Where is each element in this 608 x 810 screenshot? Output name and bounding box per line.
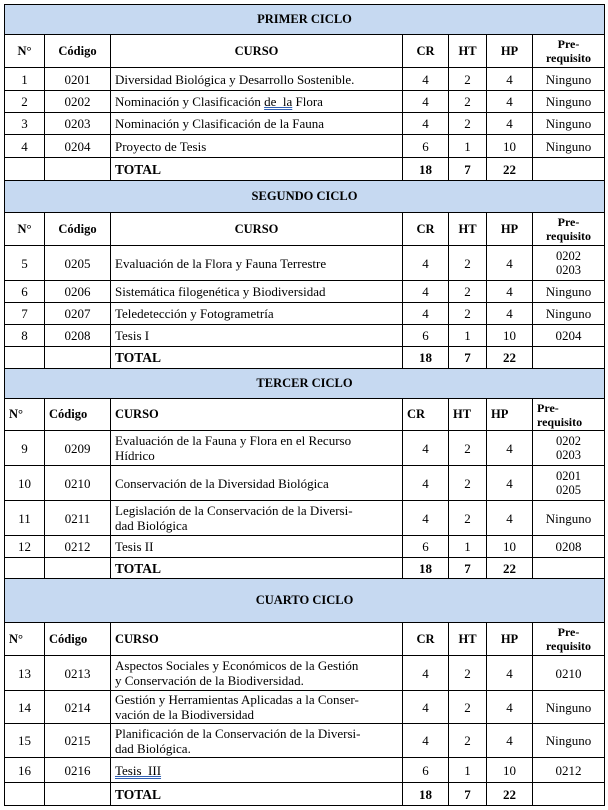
total-empty-cell <box>533 783 605 806</box>
prerequisite-code: 0208 <box>555 539 582 554</box>
course-theory-hours: 2 <box>449 68 487 91</box>
total-empty-cell <box>45 347 111 369</box>
course-credits: 4 <box>403 724 449 758</box>
course-name <box>111 246 403 281</box>
course-credits: 6 <box>403 325 449 347</box>
course-name-underlined: de la <box>264 94 293 109</box>
header-prerequisito <box>533 213 605 246</box>
course-prerequisite <box>533 246 605 281</box>
study-plan-table <box>4 4 605 806</box>
course-prerequisite <box>533 325 605 347</box>
prerequisite-code: 0203 <box>556 448 581 462</box>
course-name-line1: Evaluación de la Fauna y Flora en el Recurso <box>115 433 352 448</box>
header-hp: HP <box>487 623 533 656</box>
ciclo-title-row <box>5 369 605 399</box>
course-theory-hours: 1 <box>449 325 487 347</box>
course-name <box>111 691 403 724</box>
header-ht: HT <box>449 623 487 656</box>
course-code: 0204 <box>45 135 111 158</box>
header-numero: N° <box>5 623 45 656</box>
ciclo-title-row <box>5 579 605 623</box>
header-codigo: Código <box>45 623 111 656</box>
course-row <box>5 325 605 347</box>
course-practice-hours: 4 <box>487 91 533 113</box>
course-theory-hours: 2 <box>449 466 487 501</box>
course-name-text: Evaluación de la Flora y Fauna Terrestre <box>115 255 327 271</box>
course-code: 0216 <box>45 758 111 783</box>
prerequisite-code: 0201 <box>556 469 581 483</box>
total-empty-cell <box>533 347 605 369</box>
course-number: 12 <box>5 536 45 558</box>
course-number: 7 <box>5 303 45 325</box>
header-pre-line1: Pre- <box>557 625 580 639</box>
course-name-text: Tesis I <box>115 328 150 343</box>
course-practice-hours: 4 <box>487 68 533 91</box>
total-practice-hours: 22 <box>487 347 533 369</box>
course-prerequisite <box>533 68 605 91</box>
course-theory-hours: 2 <box>449 246 487 281</box>
course-credits: 6 <box>403 536 449 558</box>
course-theory-hours: 2 <box>449 656 487 691</box>
total-empty-cell <box>45 158 111 181</box>
ciclo-title: CUARTO CICLO <box>5 579 605 623</box>
total-credits: 18 <box>403 783 449 806</box>
course-theory-hours: 1 <box>449 536 487 558</box>
header-ht: HT <box>449 399 487 431</box>
course-row <box>5 113 605 135</box>
course-row <box>5 431 605 466</box>
prerequisite-code: Ninguno <box>545 284 592 299</box>
course-number: 6 <box>5 281 45 303</box>
header-pre-line1: Pre- <box>557 215 580 229</box>
total-label: TOTAL <box>111 347 403 369</box>
course-prerequisite <box>533 431 605 466</box>
total-empty-cell <box>45 558 111 579</box>
course-name <box>111 536 403 558</box>
header-cr: CR <box>403 213 449 246</box>
course-name-part: Nominación y Clasificación <box>115 94 265 109</box>
course-credits: 6 <box>403 135 449 158</box>
total-empty-cell <box>5 558 45 579</box>
prerequisite-code: 0203 <box>556 263 581 277</box>
course-practice-hours: 4 <box>487 303 533 325</box>
ciclo-title: SEGUNDO CICLO <box>5 181 605 213</box>
course-credits: 4 <box>403 466 449 501</box>
course-number: 2 <box>5 91 45 113</box>
course-name-line1: Legislación de la Conservación de la Diversi- <box>115 503 353 518</box>
course-theory-hours: 1 <box>449 135 487 158</box>
total-label: TOTAL <box>111 558 403 579</box>
course-credits: 4 <box>403 68 449 91</box>
course-theory-hours: 1 <box>449 758 487 783</box>
course-name-line1: Planificación de la Conservación de la Diversi- <box>115 725 361 741</box>
course-name <box>111 303 403 325</box>
course-code: 0215 <box>45 724 111 758</box>
course-practice-hours: 4 <box>487 656 533 691</box>
prerequisite-code: Ninguno <box>545 306 592 321</box>
course-practice-hours: 10 <box>487 135 533 158</box>
header-codigo: Código <box>45 399 111 431</box>
course-row <box>5 91 605 113</box>
course-theory-hours: 2 <box>449 281 487 303</box>
course-name-part: Flora <box>292 94 323 109</box>
course-practice-hours: 10 <box>487 536 533 558</box>
course-number: 13 <box>5 656 45 691</box>
course-prerequisite <box>533 536 605 558</box>
header-hp: HP <box>487 213 533 246</box>
course-name-line2: dad Biológica <box>115 518 188 533</box>
total-practice-hours: 22 <box>487 783 533 806</box>
prerequisite-code: Ninguno <box>545 116 592 131</box>
course-prerequisite <box>533 501 605 536</box>
course-number: 1 <box>5 68 45 91</box>
course-prerequisite <box>533 691 605 724</box>
total-empty-cell <box>533 558 605 579</box>
column-header-row <box>5 623 605 656</box>
header-curso: CURSO <box>111 35 403 68</box>
total-label: TOTAL <box>111 783 403 806</box>
course-credits: 4 <box>403 501 449 536</box>
total-row <box>5 158 605 181</box>
total-credits: 18 <box>403 558 449 579</box>
course-prerequisite <box>533 135 605 158</box>
course-name <box>111 91 403 113</box>
course-prerequisite <box>533 724 605 758</box>
course-number: 4 <box>5 135 45 158</box>
course-row <box>5 691 605 724</box>
course-name-text: Diversidad Biológica y Desarrollo Sostenible. <box>115 71 355 87</box>
course-credits: 4 <box>403 656 449 691</box>
course-credits: 4 <box>403 431 449 466</box>
ciclo-title: TERCER CICLO <box>5 369 605 399</box>
header-prerequisito <box>533 399 605 431</box>
course-name <box>111 135 403 158</box>
course-row <box>5 135 605 158</box>
course-prerequisite <box>533 113 605 135</box>
header-numero: N° <box>5 35 45 68</box>
course-credits: 4 <box>403 303 449 325</box>
course-credits: 4 <box>403 691 449 724</box>
course-practice-hours: 10 <box>487 758 533 783</box>
course-theory-hours: 2 <box>449 691 487 724</box>
header-cr: CR <box>403 399 449 431</box>
course-name <box>111 501 403 536</box>
prerequisite-code: 0205 <box>556 483 581 497</box>
header-ht: HT <box>449 213 487 246</box>
total-theory-hours: 7 <box>449 558 487 579</box>
prerequisite-code: Ninguno <box>545 71 592 87</box>
course-practice-hours: 10 <box>487 325 533 347</box>
total-empty-cell <box>533 158 605 181</box>
course-code: 0212 <box>45 536 111 558</box>
course-name-line1: Gestión y Herramientas Aplicadas a la Conser- <box>115 692 359 707</box>
prerequisite-code: 0210 <box>555 665 582 681</box>
course-name-text: Proyecto de Tesis <box>115 138 207 154</box>
course-code: 0206 <box>45 281 111 303</box>
course-prerequisite <box>533 466 605 501</box>
course-code: 0210 <box>45 466 111 501</box>
total-theory-hours: 7 <box>449 783 487 806</box>
total-empty-cell <box>45 783 111 806</box>
course-row <box>5 246 605 281</box>
header-cr: CR <box>403 35 449 68</box>
course-row <box>5 724 605 758</box>
course-number: 9 <box>5 431 45 466</box>
total-practice-hours: 22 <box>487 158 533 181</box>
course-row <box>5 466 605 501</box>
course-row <box>5 536 605 558</box>
course-row <box>5 281 605 303</box>
prerequisite-code: 0202 <box>556 249 581 263</box>
course-row <box>5 758 605 783</box>
column-header-row <box>5 213 605 246</box>
total-empty-cell <box>5 783 45 806</box>
ciclo-title-row <box>5 5 605 35</box>
header-hp: HP <box>487 399 533 431</box>
course-code: 0201 <box>45 68 111 91</box>
study-plan-document <box>4 4 604 806</box>
course-name-text: Conservación de la Diversidad Biológica <box>115 475 329 491</box>
total-row <box>5 347 605 369</box>
total-credits: 18 <box>403 347 449 369</box>
course-code: 0202 <box>45 91 111 113</box>
header-pre-line2: requisito <box>545 51 592 65</box>
header-numero: N° <box>5 213 45 246</box>
course-prerequisite <box>533 281 605 303</box>
course-name <box>111 113 403 135</box>
course-theory-hours: 2 <box>449 91 487 113</box>
header-curso: CURSO <box>111 623 403 656</box>
course-practice-hours: 4 <box>487 501 533 536</box>
course-number: 15 <box>5 724 45 758</box>
course-code: 0214 <box>45 691 111 724</box>
course-number: 3 <box>5 113 45 135</box>
course-name-text: Sistemática filogenética y Biodiversidad <box>115 284 326 299</box>
course-prerequisite <box>533 303 605 325</box>
course-credits: 4 <box>403 281 449 303</box>
ciclo-title: PRIMER CICLO <box>5 5 605 35</box>
course-practice-hours: 4 <box>487 466 533 501</box>
course-code: 0207 <box>45 303 111 325</box>
course-prerequisite <box>533 91 605 113</box>
total-row <box>5 783 605 806</box>
total-empty-cell <box>5 158 45 181</box>
course-name-text: Tesis II <box>115 539 154 554</box>
course-theory-hours: 2 <box>449 431 487 466</box>
prerequisite-code: 0212 <box>555 762 582 778</box>
course-name-line2: y Conservación de la Biodiversidad. <box>115 673 304 688</box>
course-practice-hours: 4 <box>487 113 533 135</box>
course-practice-hours: 4 <box>487 691 533 724</box>
course-name-line2: dad Biológica. <box>115 740 191 756</box>
course-code: 0209 <box>45 431 111 466</box>
header-prerequisito <box>533 623 605 656</box>
course-row <box>5 68 605 91</box>
course-code: 0203 <box>45 113 111 135</box>
header-pre-line2: requisito <box>537 414 583 429</box>
header-pre-line1: Pre- <box>537 400 559 415</box>
course-name-underlined: Tesis III <box>115 762 162 778</box>
course-practice-hours: 4 <box>487 431 533 466</box>
course-number: 8 <box>5 325 45 347</box>
course-name <box>111 325 403 347</box>
header-curso: CURSO <box>111 399 403 431</box>
course-number: 14 <box>5 691 45 724</box>
prerequisite-code: 0202 <box>556 434 581 448</box>
total-theory-hours: 7 <box>449 158 487 181</box>
header-hp: HP <box>487 35 533 68</box>
header-codigo: Código <box>45 213 111 246</box>
course-credits: 4 <box>403 91 449 113</box>
total-row <box>5 558 605 579</box>
header-curso: CURSO <box>111 213 403 246</box>
header-cr: CR <box>403 623 449 656</box>
course-row <box>5 501 605 536</box>
course-name <box>111 431 403 466</box>
course-name-line2: Hídrico <box>115 448 155 463</box>
prerequisite-code: 0204 <box>555 328 582 343</box>
header-pre-line2: requisito <box>545 229 592 243</box>
header-numero: N° <box>5 399 45 431</box>
course-practice-hours: 4 <box>487 246 533 281</box>
prerequisite-code: Ninguno <box>545 699 592 715</box>
total-empty-cell <box>5 347 45 369</box>
course-name-line1: Aspectos Sociales y Económicos de la Gestión <box>115 658 359 673</box>
course-name <box>111 466 403 501</box>
course-practice-hours: 4 <box>487 281 533 303</box>
course-number: 16 <box>5 758 45 783</box>
course-code: 0205 <box>45 246 111 281</box>
course-prerequisite <box>533 656 605 691</box>
header-pre-line2: requisito <box>545 639 592 653</box>
header-prerequisito <box>533 35 605 68</box>
course-code: 0211 <box>45 501 111 536</box>
header-ht: HT <box>449 35 487 68</box>
course-number: 11 <box>5 501 45 536</box>
course-number: 10 <box>5 466 45 501</box>
course-name-text: Teledetección y Fotogrametría <box>115 306 274 321</box>
prerequisite-code: Ninguno <box>545 138 592 154</box>
course-name <box>111 758 403 783</box>
column-header-row <box>5 399 605 431</box>
course-number: 5 <box>5 246 45 281</box>
course-credits: 6 <box>403 758 449 783</box>
course-name <box>111 724 403 758</box>
course-practice-hours: 4 <box>487 724 533 758</box>
course-code: 0208 <box>45 325 111 347</box>
total-practice-hours: 22 <box>487 558 533 579</box>
ciclo-title-row <box>5 181 605 213</box>
course-theory-hours: 2 <box>449 501 487 536</box>
course-name <box>111 656 403 691</box>
total-label: TOTAL <box>111 158 403 181</box>
course-row <box>5 656 605 691</box>
course-row <box>5 303 605 325</box>
course-prerequisite <box>533 758 605 783</box>
prerequisite-code: Ninguno <box>545 733 592 748</box>
prerequisite-code: Ninguno <box>545 94 592 109</box>
header-pre-line1: Pre- <box>557 37 580 51</box>
course-name <box>111 281 403 303</box>
column-header-row <box>5 35 605 68</box>
course-name <box>111 68 403 91</box>
course-name-text: Nominación y Clasificación de la Fauna <box>115 116 325 131</box>
course-credits: 4 <box>403 113 449 135</box>
header-codigo: Código <box>45 35 111 68</box>
prerequisite-code: Ninguno <box>545 510 592 526</box>
course-theory-hours: 2 <box>449 303 487 325</box>
course-theory-hours: 2 <box>449 113 487 135</box>
total-credits: 18 <box>403 158 449 181</box>
course-theory-hours: 2 <box>449 724 487 758</box>
course-name-line2: vación de la Biodiversidad <box>115 707 254 722</box>
course-code: 0213 <box>45 656 111 691</box>
total-theory-hours: 7 <box>449 347 487 369</box>
course-credits: 4 <box>403 246 449 281</box>
